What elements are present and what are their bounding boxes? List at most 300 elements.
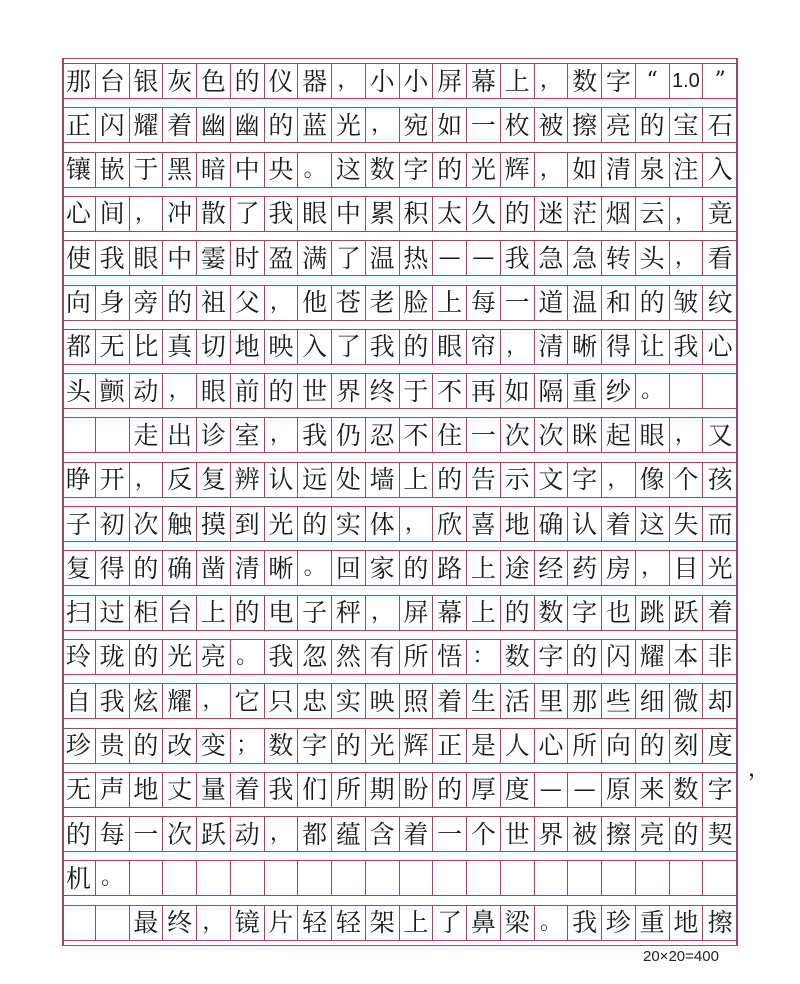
grid-row <box>62 329 737 365</box>
grid-cell: ， <box>670 241 704 275</box>
grid-cell: 的 <box>501 596 535 630</box>
grid-cell: 珍 <box>602 906 636 940</box>
grid-cell: 使 <box>62 241 96 275</box>
grid-cell: 被 <box>568 817 602 851</box>
grid-cell: 竟 <box>707 199 733 229</box>
grid-cell: 所 <box>568 729 602 763</box>
grid-cell: 子 <box>62 507 96 541</box>
grid-cell: 我 <box>568 906 602 940</box>
grid-cell: 热 <box>400 241 434 275</box>
grid-cell: 着 <box>400 817 434 851</box>
grid-row <box>62 816 737 852</box>
grid-cell: 只 <box>265 684 299 718</box>
grid-cell: 皱 <box>670 286 704 320</box>
grid-row <box>62 196 737 232</box>
grid-cell: 的 <box>636 286 670 320</box>
grid-cell: 1.0 <box>670 64 704 98</box>
grid-cell: 轻 <box>298 906 332 940</box>
grid-cell: 仍 <box>332 418 366 452</box>
grid-cell: 我 <box>366 330 400 364</box>
grid-cell: 盼 <box>400 773 434 807</box>
grid-cell: 烟 <box>602 197 636 231</box>
grid-cell: 是 <box>467 729 501 763</box>
grid-cell: 。 <box>298 153 332 187</box>
grid-cell: 度 <box>707 731 733 760</box>
grid-cell: 上 <box>467 551 501 585</box>
grid-cell: 向 <box>602 729 636 763</box>
grid-cell: 睁 <box>62 463 96 497</box>
grid-cell: 终 <box>366 374 400 408</box>
grid-cell: 跳 <box>636 596 670 630</box>
grid-cell: 不 <box>400 418 434 452</box>
grid-cell: 中 <box>332 197 366 231</box>
grid-cell: 眯 <box>568 418 602 452</box>
grid-cell: 变 <box>197 729 231 763</box>
grid-cell: 诊 <box>197 418 231 452</box>
grid-cell: 重 <box>636 906 670 940</box>
grid-cell: 所 <box>332 773 366 807</box>
grid-cell: 眼 <box>197 374 231 408</box>
grid-cell: 活 <box>501 684 535 718</box>
grid-cell: ” <box>714 68 726 93</box>
grid-cell: 次 <box>163 817 197 851</box>
grid-cell: 片 <box>265 906 299 940</box>
grid-cell: 的 <box>670 817 704 851</box>
margin-comma: ， <box>748 757 771 782</box>
grid-count-label: 20×20=400 <box>643 948 719 965</box>
grid-cell: 的 <box>231 596 265 630</box>
grid-cell: 的 <box>501 197 535 231</box>
grid-cell: 示 <box>501 463 535 497</box>
grid-cell: 微 <box>670 684 704 718</box>
grid-cell: 复 <box>62 551 96 585</box>
grid-cell: 都 <box>298 817 332 851</box>
grid-cell: 光 <box>163 640 197 674</box>
grid-cell: 散 <box>197 197 231 231</box>
grid-cell: 泉 <box>636 153 670 187</box>
grid-cell: 。 <box>636 374 670 408</box>
grid-cell: ， <box>636 551 670 585</box>
grid-cell: 细 <box>636 684 670 718</box>
grid-cell: 认 <box>265 463 299 497</box>
grid-cell: ， <box>670 418 704 452</box>
grid-cell <box>231 861 265 895</box>
grid-cell: 字 <box>400 153 434 187</box>
grid-cell: ， <box>535 153 569 187</box>
grid-cell: 温 <box>568 286 602 320</box>
grid-cell: 身 <box>96 286 130 320</box>
grid-cell: 茫 <box>568 197 602 231</box>
grid-cell: 的 <box>636 729 670 763</box>
grid-cell: 光 <box>467 153 501 187</box>
grid-cell: 认 <box>568 507 602 541</box>
grid-cell: 光 <box>707 553 733 583</box>
grid-cell: 满 <box>298 241 332 275</box>
grid-cell: 孩 <box>707 465 733 495</box>
grid-cell <box>130 861 164 895</box>
grid-cell: 久 <box>467 197 501 231</box>
grid-cell: 也 <box>602 596 636 630</box>
grid-cell: 失 <box>670 507 704 541</box>
grid-cell: 屏 <box>400 596 434 630</box>
grid-cell: 眼 <box>130 241 164 275</box>
grid-cell: 个 <box>467 817 501 851</box>
grid-cell: 台 <box>163 596 197 630</box>
grid-cell: 世 <box>298 374 332 408</box>
grid-cell: 幽 <box>231 108 265 142</box>
grid-cell <box>96 906 130 940</box>
grid-cell: 。 <box>231 640 265 674</box>
grid-cell: 晰 <box>265 551 299 585</box>
grid-cell: 体 <box>366 507 400 541</box>
grid-cell: 耀 <box>130 108 164 142</box>
grid-cell: 小 <box>400 64 434 98</box>
grid-cell: 看 <box>707 243 733 273</box>
grid-cell: 中 <box>231 153 265 187</box>
grid-cell: 字 <box>568 596 602 630</box>
grid-cell <box>467 861 501 895</box>
grid-cell: 得 <box>96 551 130 585</box>
grid-cell: 切 <box>197 330 231 364</box>
grid-cell: 我 <box>265 773 299 807</box>
grid-cell: 闪 <box>602 640 636 674</box>
grid-cell: 辉 <box>400 729 434 763</box>
grid-row <box>62 905 737 941</box>
grid-cell: 实 <box>332 507 366 541</box>
grid-cell: 照 <box>400 684 434 718</box>
grid-row <box>62 639 737 675</box>
grid-cell: 光 <box>366 729 400 763</box>
grid-cell: 向 <box>62 286 96 320</box>
grid-cell: 实 <box>332 684 366 718</box>
grid-cell: 闪 <box>96 108 130 142</box>
grid-cell: 复 <box>197 463 231 497</box>
grid-cell: 确 <box>163 551 197 585</box>
grid-cell: 鼻 <box>467 906 501 940</box>
grid-cell: 一 <box>467 108 501 142</box>
grid-cell: 时 <box>231 241 265 275</box>
grid-cell: — <box>535 773 569 807</box>
grid-cell: 柜 <box>130 596 164 630</box>
grid-cell: 房 <box>602 551 636 585</box>
grid-cell: 头 <box>62 374 96 408</box>
grid-cell: 契 <box>707 819 733 849</box>
grid-cell: 的 <box>568 640 602 674</box>
grid-cell: 入 <box>707 155 733 185</box>
grid-cell: 数 <box>501 640 535 674</box>
grid-cell: 再 <box>467 374 501 408</box>
grid-cell: 被 <box>535 108 569 142</box>
grid-cell: 眼 <box>636 418 670 452</box>
grid-cell: 前 <box>231 374 265 408</box>
grid-cell: ， <box>670 197 704 231</box>
grid-cell: 了 <box>231 197 265 231</box>
grid-cell: 不 <box>433 374 467 408</box>
grid-cell: 跃 <box>670 596 704 630</box>
grid-cell: 次 <box>501 418 535 452</box>
grid-cell: 非 <box>707 642 733 672</box>
grid-cell: 屏 <box>433 64 467 98</box>
grid-cell: 的 <box>433 773 467 807</box>
grid-cell: 厚 <box>467 773 501 807</box>
grid-cell: ； <box>231 729 265 763</box>
grid-cell: 文 <box>535 463 569 497</box>
grid-cell <box>535 861 569 895</box>
grid-cell: 数 <box>535 596 569 630</box>
grid-row <box>62 860 737 896</box>
grid-cell: 子 <box>298 596 332 630</box>
grid-cell: 。 <box>298 551 332 585</box>
grid-cell <box>433 861 467 895</box>
grid-cell: 量 <box>197 773 231 807</box>
grid-cell: 比 <box>130 330 164 364</box>
grid-cell: 擦 <box>568 108 602 142</box>
grid-cell: 我 <box>265 640 299 674</box>
grid-cell: 的 <box>130 551 164 585</box>
grid-cell: 辨 <box>231 463 265 497</box>
grid-cell: 老 <box>366 286 400 320</box>
grid-cell: 中 <box>163 241 197 275</box>
grid-cell: 灰 <box>163 64 197 98</box>
grid-cell: 些 <box>602 684 636 718</box>
grid-cell: 经 <box>535 551 569 585</box>
grid-cell: 色 <box>197 64 231 98</box>
grid-cell: 期 <box>366 773 400 807</box>
grid-cell: 室 <box>231 418 265 452</box>
grid-cell: 了 <box>332 330 366 364</box>
grid-cell: 字 <box>298 729 332 763</box>
grid-cell: 的 <box>433 463 467 497</box>
grid-cell: 我 <box>298 418 332 452</box>
grid-cell: 地 <box>501 507 535 541</box>
grid-cell: 界 <box>535 817 569 851</box>
grid-cell: 一 <box>501 286 535 320</box>
grid-row <box>62 240 737 276</box>
grid-cell: 反 <box>163 463 197 497</box>
grid-row <box>62 373 737 409</box>
grid-cell: 耀 <box>636 640 670 674</box>
grid-cell: 玲 <box>62 640 96 674</box>
grid-cell <box>501 861 535 895</box>
grid-cell: 而 <box>707 509 733 539</box>
grid-cell: 太 <box>433 197 467 231</box>
grid-cell: 的 <box>400 330 434 364</box>
grid-cell: 含 <box>366 817 400 851</box>
composition-grid-sheet <box>62 58 737 946</box>
grid-cell: 着 <box>163 108 197 142</box>
grid-cell: 生 <box>467 684 501 718</box>
grid-cell: 我 <box>265 197 299 231</box>
grid-cell: 冲 <box>163 197 197 231</box>
grid-cell: 次 <box>535 418 569 452</box>
grid-cell: 贵 <box>96 729 130 763</box>
grid-cell: 入 <box>298 330 332 364</box>
grid-cell: ， <box>197 684 231 718</box>
grid-cell: 又 <box>707 420 733 450</box>
grid-cell: 墙 <box>366 463 400 497</box>
grid-cell: 纱 <box>602 374 636 408</box>
grid-cell <box>96 418 130 452</box>
grid-cell: 间 <box>96 197 130 231</box>
grid-cell: 数 <box>366 153 400 187</box>
grid-cell: 。 <box>96 861 130 895</box>
grid-cell: 如 <box>568 153 602 187</box>
grid-cell: 苍 <box>332 286 366 320</box>
grid-cell: 字 <box>568 463 602 497</box>
grid-cell: 轻 <box>332 906 366 940</box>
grid-cell: 。 <box>535 906 569 940</box>
grid-cell: 上 <box>197 596 231 630</box>
grid-cell: 心 <box>707 332 733 362</box>
grid-cell <box>568 861 602 895</box>
grid-cell <box>636 861 670 895</box>
grid-cell: 心 <box>62 197 96 231</box>
grid-cell: 的 <box>62 817 96 851</box>
grid-cell: 药 <box>568 551 602 585</box>
grid-cell: 的 <box>298 507 332 541</box>
grid-cell <box>62 418 96 452</box>
grid-cell: 隔 <box>535 374 569 408</box>
grid-cell: 清 <box>602 153 636 187</box>
grid-cell <box>670 861 704 895</box>
grid-cell: 银 <box>130 64 164 98</box>
grid-cell: 终 <box>163 906 197 940</box>
grid-cell: 开 <box>96 463 130 497</box>
grid-cell <box>670 374 704 408</box>
grid-cell <box>197 861 231 895</box>
grid-cell: 重 <box>568 374 602 408</box>
grid-cell: 我 <box>96 241 130 275</box>
grid-cell: 着 <box>231 773 265 807</box>
grid-row <box>62 683 737 719</box>
grid-cell: 数 <box>568 64 602 98</box>
grid-cell: 这 <box>636 507 670 541</box>
grid-cell: 无 <box>62 773 96 807</box>
grid-cell: 我 <box>501 241 535 275</box>
grid-cell: 一 <box>130 817 164 851</box>
grid-cell: 它 <box>231 684 265 718</box>
grid-cell <box>703 861 737 895</box>
grid-cell: 如 <box>501 374 535 408</box>
grid-cell: 无 <box>96 330 130 364</box>
grid-cell: 这 <box>332 153 366 187</box>
grid-cell: 幕 <box>467 64 501 98</box>
grid-cell <box>62 906 96 940</box>
grid-cell: 途 <box>501 551 535 585</box>
grid-cell: 摸 <box>197 507 231 541</box>
grid-cell: 器 <box>298 64 332 98</box>
grid-cell: 自 <box>62 684 96 718</box>
grid-cell <box>400 861 434 895</box>
grid-row <box>62 63 737 99</box>
grid-cell: 累 <box>366 197 400 231</box>
grid-cell: 正 <box>433 729 467 763</box>
grid-cell: 盈 <box>265 241 299 275</box>
grid-cell: 然 <box>332 640 366 674</box>
grid-cell: 着 <box>707 598 733 628</box>
grid-cell: — <box>433 241 467 275</box>
grid-cell: 着 <box>433 684 467 718</box>
grid-cell: 父 <box>231 286 265 320</box>
grid-cell: 原 <box>602 773 636 807</box>
grid-cell: ， <box>265 418 299 452</box>
grid-cell: 跃 <box>197 817 231 851</box>
grid-cell: 秤 <box>332 596 366 630</box>
grid-cell: 于 <box>400 374 434 408</box>
grid-cell: 镶 <box>62 153 96 187</box>
grid-cell: 了 <box>332 241 366 275</box>
grid-cell <box>366 861 400 895</box>
grid-cell: 像 <box>636 463 670 497</box>
grid-cell: 让 <box>636 330 670 364</box>
grid-row <box>62 772 737 808</box>
grid-cell: 得 <box>602 330 636 364</box>
grid-cell: 的 <box>636 108 670 142</box>
grid-cell: 上 <box>433 286 467 320</box>
grid-cell: 台 <box>96 64 130 98</box>
grid-cell: 忍 <box>366 418 400 452</box>
grid-cell: ， <box>265 286 299 320</box>
grid-cell: ， <box>197 906 231 940</box>
grid-cell <box>163 861 197 895</box>
grid-cell: 里 <box>535 684 569 718</box>
grid-cell: 本 <box>670 640 704 674</box>
grid-cell: ， <box>163 374 197 408</box>
grid-cell: 嵌 <box>96 153 130 187</box>
grid-cell: 目 <box>670 551 704 585</box>
grid-cell: 擦 <box>707 908 733 938</box>
grid-cell: 次 <box>130 507 164 541</box>
grid-cell: 脸 <box>400 286 434 320</box>
grid-cell: 上 <box>400 463 434 497</box>
grid-cell: 和 <box>602 286 636 320</box>
grid-cell: ， <box>400 507 434 541</box>
grid-cell: 帘 <box>467 330 501 364</box>
grid-row <box>62 728 737 764</box>
grid-cell <box>703 374 737 408</box>
grid-cell: ， <box>501 330 535 364</box>
grid-cell: 眼 <box>433 330 467 364</box>
grid-cell: 宝 <box>670 108 704 142</box>
grid-cell: 急 <box>535 241 569 275</box>
grid-cell <box>265 861 299 895</box>
grid-cell: 的 <box>400 551 434 585</box>
grid-cell: 动 <box>231 817 265 851</box>
grid-cell: 镜 <box>231 906 265 940</box>
grid-cell: 如 <box>433 108 467 142</box>
grid-cell: 家 <box>366 551 400 585</box>
grid-cell: 清 <box>231 551 265 585</box>
grid-cell: 上 <box>501 64 535 98</box>
grid-cell: 人 <box>501 729 535 763</box>
grid-cell <box>298 861 332 895</box>
grid-cell: 每 <box>96 817 130 851</box>
grid-row <box>62 107 737 143</box>
grid-row <box>62 506 737 542</box>
grid-row <box>62 595 737 631</box>
grid-cell: 枚 <box>501 108 535 142</box>
grid-cell: 着 <box>602 507 636 541</box>
grid-cell: 出 <box>163 418 197 452</box>
grid-cell: 所 <box>400 640 434 674</box>
grid-cell: 辉 <box>501 153 535 187</box>
grid-cell: 界 <box>332 374 366 408</box>
grid-cell: ， <box>332 64 366 98</box>
grid-cell: 心 <box>535 729 569 763</box>
grid-cell: 仪 <box>265 64 299 98</box>
grid-cell: 触 <box>163 507 197 541</box>
grid-cell: 悟 <box>433 640 467 674</box>
